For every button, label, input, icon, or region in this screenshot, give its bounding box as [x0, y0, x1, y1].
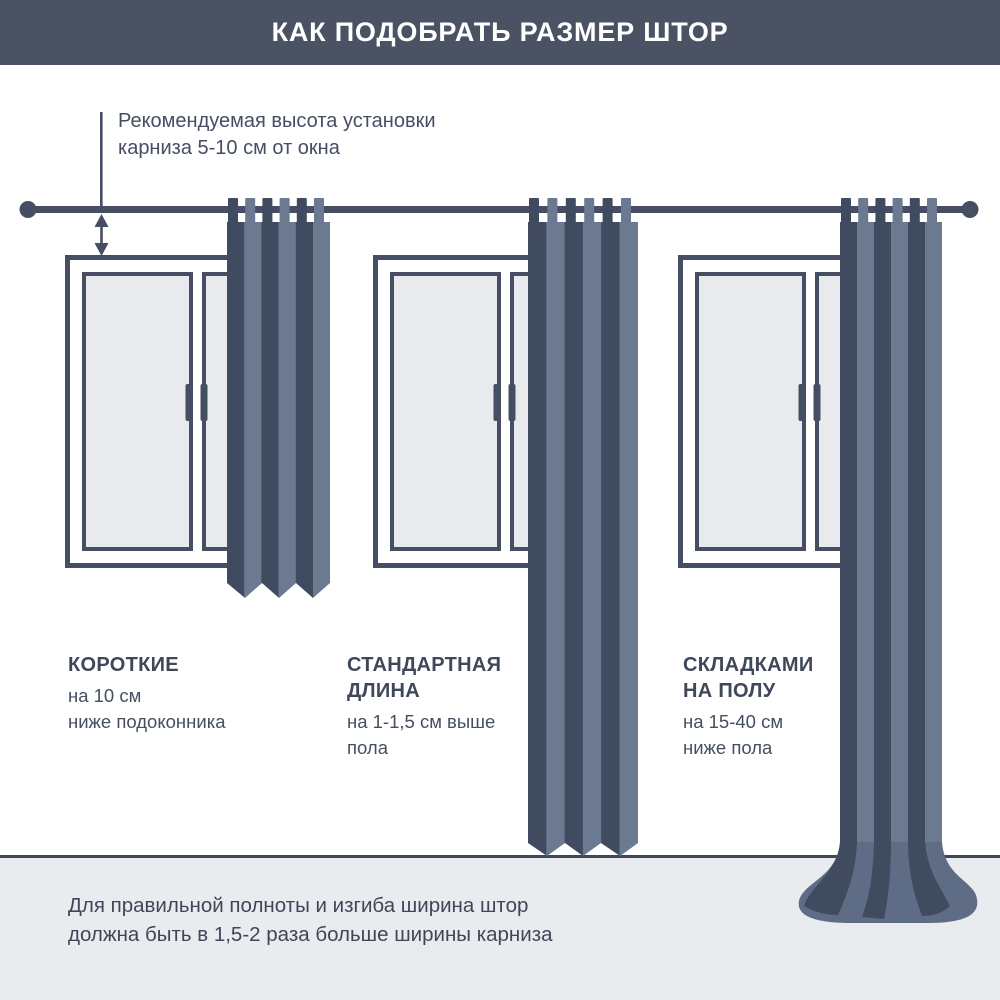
rod-bar [28, 206, 970, 213]
window-handle-icon [509, 384, 516, 421]
label-short [68, 652, 268, 735]
window-handle-icon [201, 384, 208, 421]
rod-endcap-left-icon [20, 201, 37, 218]
arrow-shaft [100, 224, 103, 246]
window-handle-icon [814, 384, 821, 421]
curtain-body [840, 222, 942, 847]
leader-line [100, 112, 103, 206]
label-puddled [683, 652, 845, 761]
arrow-down-icon [95, 243, 109, 256]
window-pane-left [86, 276, 189, 547]
page-title: КАК ПОДОБРАТЬ РАЗМЕР ШТОР [271, 17, 729, 47]
window-pane-left [699, 276, 802, 547]
header-bar [0, 0, 1000, 65]
footer-line-2: должна быть в 1,5-2 раза больше ширины карниза [68, 923, 553, 946]
height-annotation-marker [95, 112, 109, 256]
label-heading: КОРОТКИЕ [68, 654, 179, 676]
curtain-standard [528, 198, 638, 862]
arrow-up-icon [95, 214, 109, 227]
label-heading: СТАНДАРТНАЯ ДЛИНА [347, 654, 502, 702]
footer-note [68, 891, 553, 949]
label-body: на 1-1,5 см выше пола [347, 711, 496, 758]
label-body: на 10 см ниже подоконника [68, 685, 226, 732]
annotation-line-2: карниза 5-10 см от окна [118, 137, 340, 159]
label-standard [347, 652, 509, 761]
window-handle-icon [186, 384, 193, 421]
label-body: на 15-40 см ниже пола [683, 711, 784, 758]
window-pane-left [394, 276, 497, 547]
curtain-short [227, 198, 331, 602]
rod-endcap-right-icon [962, 201, 979, 218]
label-heading: СКЛАДКАМИ НА ПОЛУ [683, 654, 814, 702]
annotation-line-1: Рекомендуемая высота установки [118, 110, 436, 132]
curtain-puddle [799, 842, 978, 923]
cornice-rod [20, 201, 979, 218]
window-handle-icon [494, 384, 501, 421]
window-handle-icon [799, 384, 806, 421]
height-annotation-text [118, 108, 436, 162]
footer-line-1: Для правильной полноты и изгиба ширина штор [68, 894, 529, 917]
